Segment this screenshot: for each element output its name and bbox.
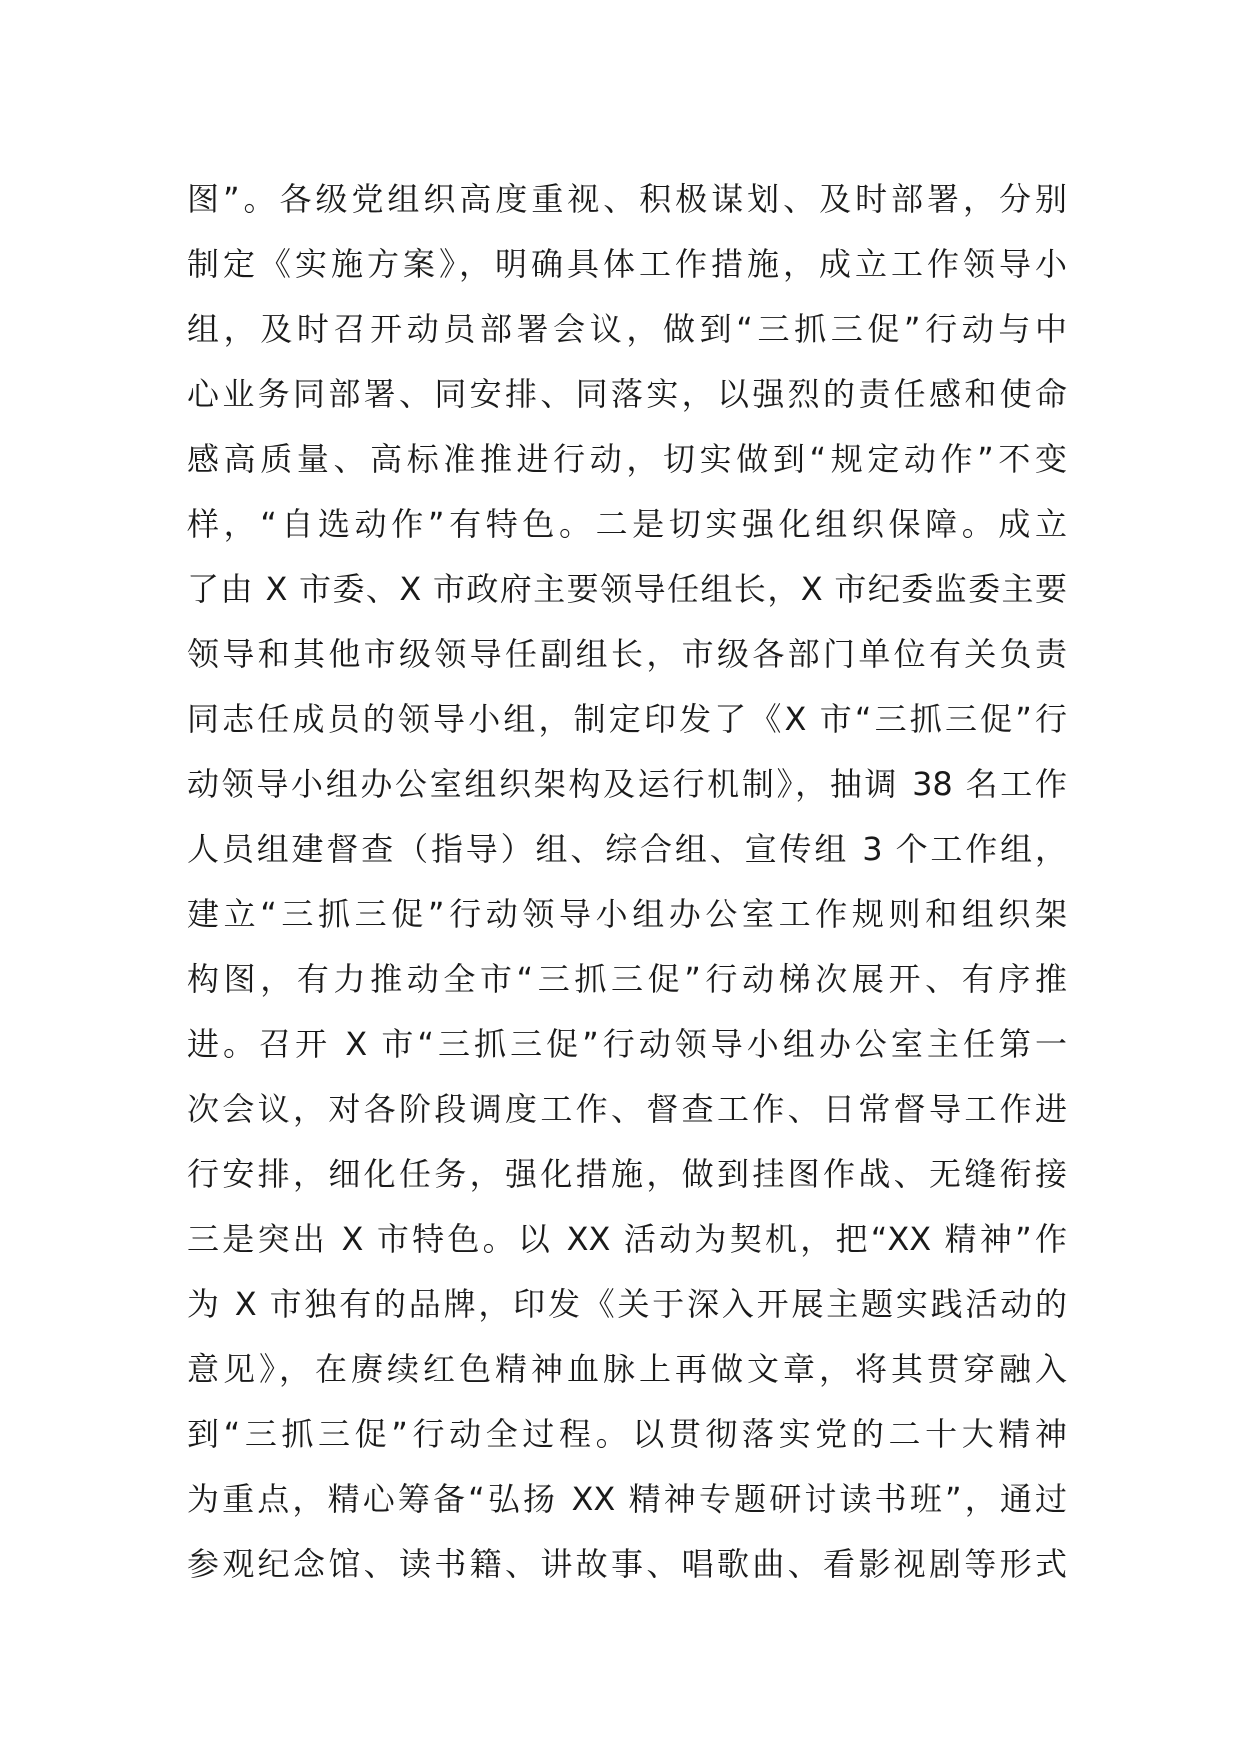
text-line: 行安排，细化任务，强化措施，做到挂图作战、无缝衔接: [187, 1155, 1067, 1193]
text-line: 进。召开 X 市“三抓三促”行动领导小组办公室主任第一: [187, 1025, 1067, 1063]
text-line: 感高质量、高标准推进行动，切实做到“规定动作”不变: [187, 440, 1067, 478]
text-line: 人员组建督查（指导）组、综合组、宣传组 3 个工作组，: [187, 830, 1067, 868]
text-line: 三是突出 X 市特色。以 XX 活动为契机，把“XX 精神”作: [187, 1220, 1067, 1258]
text-line: 样，“自选动作”有特色。二是切实强化组织保障。成立: [187, 505, 1067, 543]
text-line: 动领导小组办公室组织架构及运行机制》，抽调 38 名工作: [187, 765, 1067, 803]
text-line: 同志任成员的领导小组，制定印发了《X 市“三抓三促”行: [187, 700, 1067, 738]
text-line: 制定《实施方案》，明确具体工作措施，成立工作领导小: [187, 245, 1067, 283]
text-line: 参观纪念馆、读书籍、讲故事、唱歌曲、看影视剧等形式: [187, 1545, 1067, 1583]
text-line: 为 X 市独有的品牌，印发《关于深入开展主题实践活动的: [187, 1285, 1067, 1323]
text-line: 心业务同部署、同安排、同落实，以强烈的责任感和使命: [187, 375, 1067, 413]
text-line: 组，及时召开动员部署会议，做到“三抓三促”行动与中: [187, 310, 1067, 348]
text-line: 图”。各级党组织高度重视、积极谋划、及时部署，分别: [187, 180, 1067, 218]
text-line: 了由 X 市委、X 市政府主要领导任组长，X 市纪委监委主要: [187, 570, 1067, 608]
text-line: 次会议，对各阶段调度工作、督查工作、日常督导工作进: [187, 1090, 1067, 1128]
text-line: 意见》，在赓续红色精神血脉上再做文章，将其贯穿融入: [187, 1350, 1067, 1388]
text-line: 建立“三抓三促”行动领导小组办公室工作规则和组织架: [187, 895, 1067, 933]
body-text: [187, 167, 1067, 1597]
text-line: 领导和其他市级领导任副组长，市级各部门单位有关负责: [187, 635, 1067, 673]
text-line: 为重点，精心筹备“弘扬 XX 精神专题研讨读书班”，通过: [187, 1480, 1067, 1518]
text-line: 到“三抓三促”行动全过程。以贯彻落实党的二十大精神: [187, 1415, 1067, 1453]
text-line: 构图，有力推动全市“三抓三促”行动梯次展开、有序推: [187, 960, 1067, 998]
